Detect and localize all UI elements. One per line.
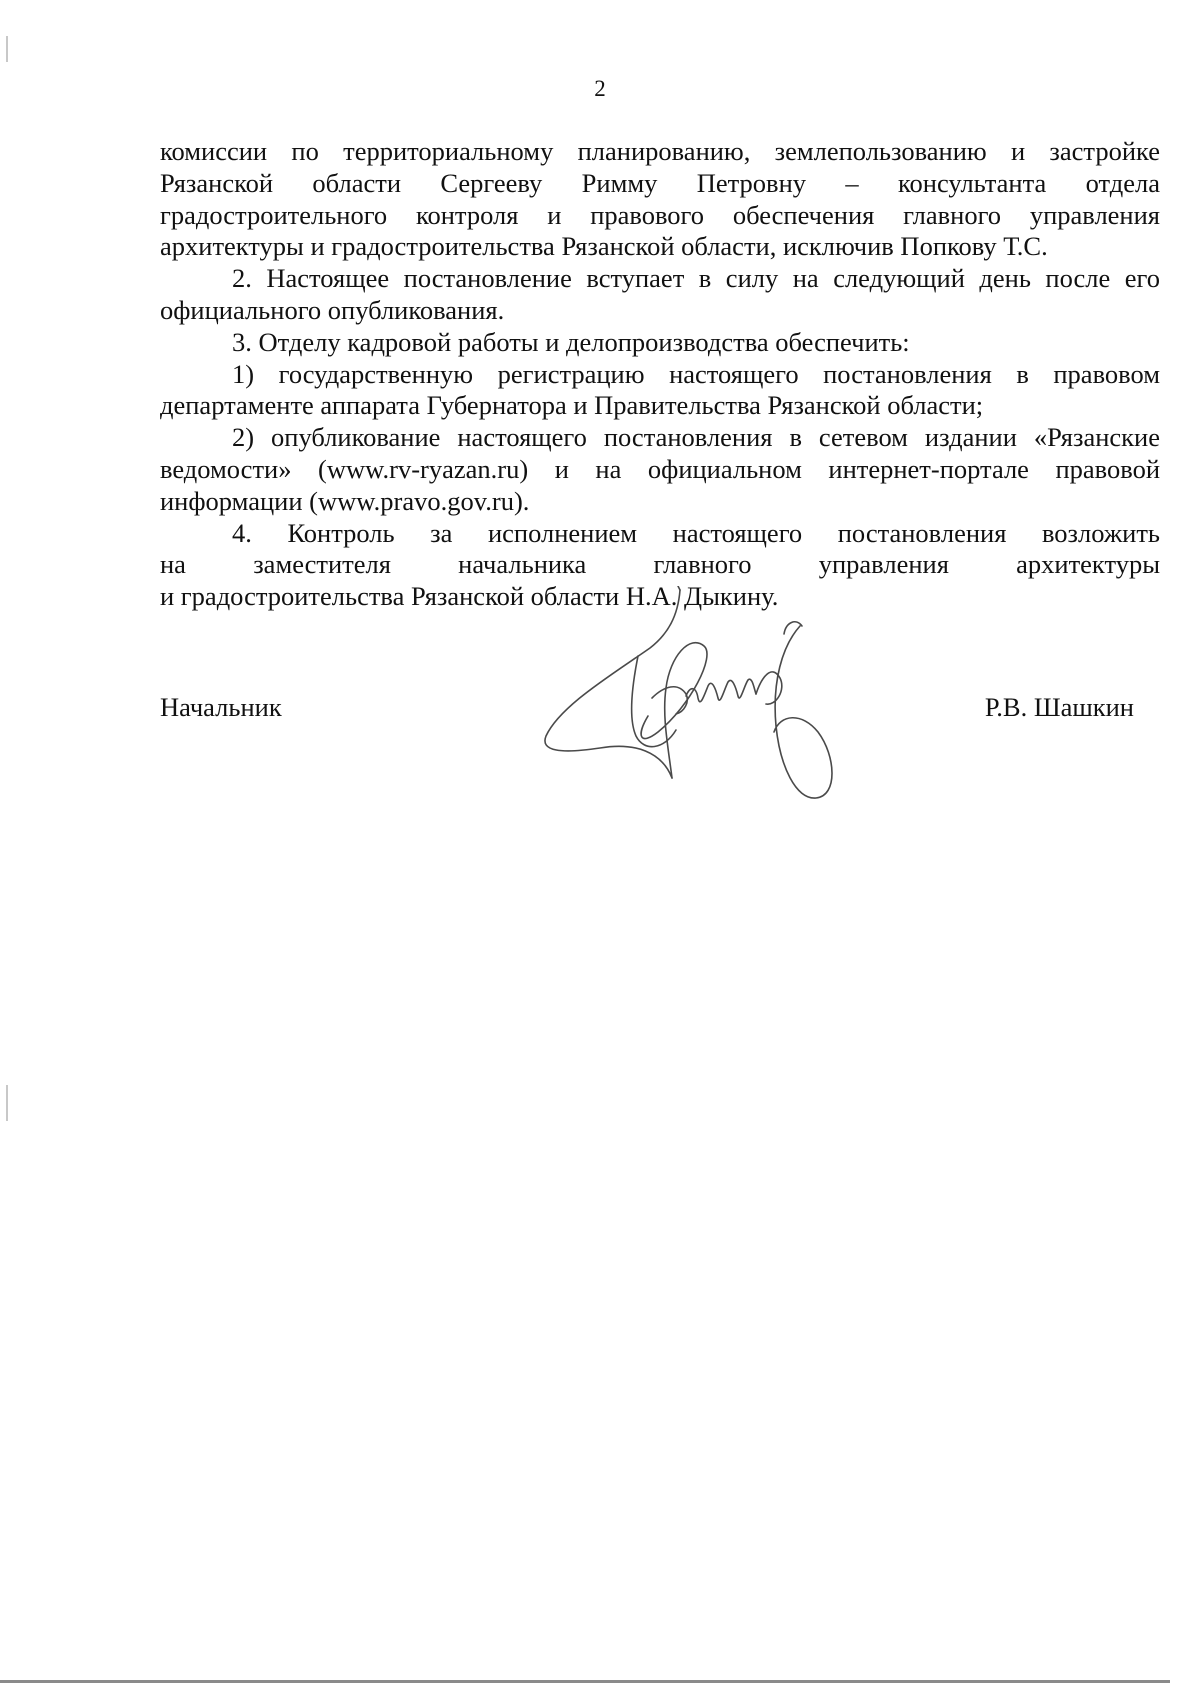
paragraph-state-registration: 1) государственную регистрацию настоящего постановления в правовом департаменте аппарата Губернатора и Правительства Рязанской области; — [160, 358, 1160, 421]
scan-bottom-edge — [0, 1680, 1170, 1683]
document-body — [160, 136, 1160, 613]
scan-edge-mark — [6, 36, 8, 62]
scan-edge-mark — [6, 1085, 8, 1121]
paragraph-control-line-2: на заместителя начальника главного управления архитектуры — [160, 549, 1160, 580]
paragraph-control-line-3: и градостроительства Рязанской области Н.А. Дыкину. — [160, 581, 779, 612]
paragraph-commission-member: комиссии по территориальному планированию, землепользованию и застройке Рязанской области Сергееву Римму Петровну – консультанта отдела градостроительного контроля и правового обеспечения главного управления архитектуры и градостроительства Рязанской области, исключив Попкову Т.С. — [160, 136, 1160, 262]
paragraph-control-line-1: 4. Контроль за исполнением настоящего постановления возложить — [232, 517, 1160, 548]
paragraph-publication: 2) опубликование настоящего постановления в сетевом издании «Рязанские ведомости» (www.rv-ryazan.ru) и на официальном интернет-портале правовой информации (www.pravo.gov.ru). — [160, 422, 1160, 516]
paragraph-hr-department: 3. Отделу кадровой работы и делопроизводства обеспечить: — [232, 326, 910, 357]
signer-name: Р.В. Шашкин — [984, 692, 1134, 722]
handwritten-signature — [540, 586, 880, 836]
page-number: 2 — [594, 76, 606, 101]
signer-title: Начальник — [160, 692, 282, 722]
scan-edge-marks — [6, 0, 10, 1697]
paragraph-effective-date: 2. Настоящее постановление вступает в силу на следующий день после его официального опубликования. — [160, 263, 1160, 325]
